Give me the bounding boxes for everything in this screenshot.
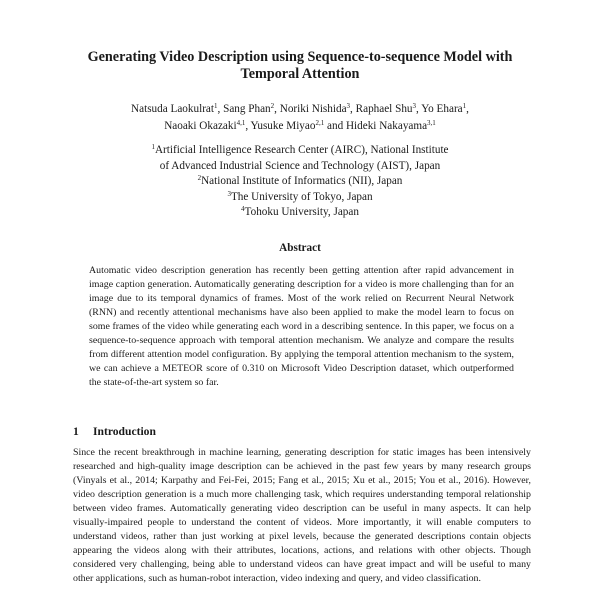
affiliation-line [60,174,540,190]
affiliation-line [60,190,540,206]
affiliation-line [60,143,540,159]
author-affil-sup: 4,1 [236,119,246,127]
author-line-1 [60,101,540,118]
author-line-2 [60,118,540,135]
author-name: Yo Ehara [421,103,463,115]
affiliation-list [60,143,540,221]
affiliation-sup: 2 [197,174,202,182]
introduction-body: Since the recent breakthrough in machine learning, generating description for static images has been intensively researched and high-quality image description can be achieved in the past few years by many research groups (Vinyals et al., 2014; Karpathy and Fei-Fei, 2015; Fang et al., 2015; Xu et al., 2015; You et al., 2016). However, video description generation is a much more challenging task, which requires understanding temporal relationship between video frames. Automatically generating video description can be useful in many aspects. It can help visually-impaired people to understand the content of videos. More importantly, it will enable computers to understand videos, rather than just working at pixel levels, because the generated descriptions contain objects appearing the videos along with their attributes, locations, actions, and relations with other objects. Though considered very challenging, being able to understand videos can have great impact and will be useful to many other applications, such as human-robot interaction, video indexing and query, and video classification. [73,447,531,584]
affiliation-text: Tohoku University, Japan [244,206,359,218]
title-line-2: Temporal Attention [240,66,360,82]
author-separator: , [416,103,422,115]
author-affil-sup: 1 [214,102,218,110]
author-affil-sup: 3 [412,102,417,110]
author-separator: , [245,120,251,132]
affiliation-sup: 4 [241,205,245,213]
section-heading [73,425,156,438]
author-affil-sup: 2,1 [315,119,325,127]
author-name: Natsuda Laokulrat [131,103,214,115]
author-name: Naoaki Okazaki [164,120,237,132]
affiliation-line [60,205,540,221]
author-separator: and [324,120,346,132]
affiliation-line [60,159,540,175]
affiliation-sup: 1 [151,143,155,151]
affiliation-text: The University of Tokyo, Japan [230,190,373,203]
affiliation-text: National Institute of Informatics (NII), Japan [201,175,403,187]
author-list [60,101,540,135]
author-affil-sup: 3,1 [427,119,436,127]
author-name: Raphael Shu [355,103,413,115]
abstract-heading: Abstract [279,242,321,254]
author-affil-sup: 2 [270,102,275,110]
author-name: Noriki Nishida [279,103,347,115]
author-affil-sup: 1 [462,102,467,110]
author-separator: , [350,103,356,115]
affiliation-text: Artificial Intelligence Research Center (AIRC), National Institute [154,144,449,156]
author-name: Sang Phan [223,103,271,115]
author-separator: , [217,103,224,115]
paper-title [60,49,540,83]
author-separator: , [466,103,469,115]
author-separator: , [274,103,280,115]
author-name: Hideki Nakayama [345,120,428,132]
title-line-1: Generating Video Description using Sequence-to-sequence Model with [87,49,513,65]
affiliation-sup: 3 [227,189,231,198]
section-number: 1 [73,425,79,438]
section-title: Introduction [93,425,156,438]
author-name: Yusuke Miyao [250,120,316,132]
abstract-body: Automatic video description generation has recently been getting attention after rapid advancement in image caption generation. Automatically generating description for a video is more challenging than for an image due to its temporal dynamics of frames. Most of the work relied on Recurrent Neural Network (RNN) and recently attentional mechanisms have also been applied to make the model learn to focus on some frames of the video while generating each word in a describing sentence. In this paper, we focus on a sequence-to-sequence approach with temporal attention mechanism. We analyze and compare the results from different attention model configuration. By applying the temporal attention mechanism to the system, we can achieve a METEOR score of 0.310 on Microsoft Video Description dataset, which outperformed the state-of-the-art system so far. [89,265,514,388]
affiliation-text: of Advanced Industrial Science and Technology (AIST), Japan [159,159,441,172]
author-affil-sup: 3 [346,102,351,110]
